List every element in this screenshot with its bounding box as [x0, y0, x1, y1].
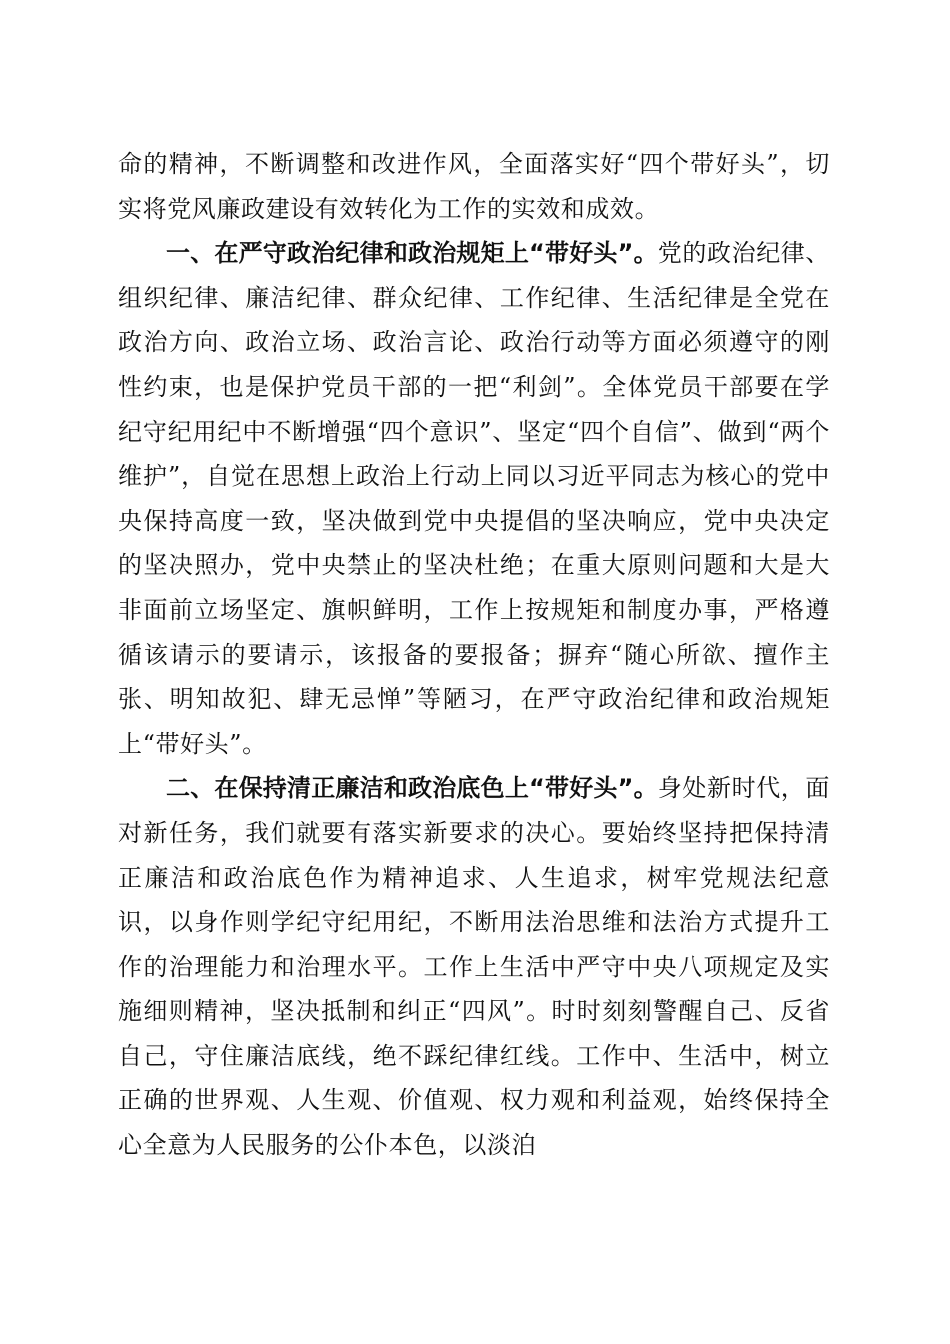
paragraph-text: 身处新时代，面对新任务，我们就要有落实新要求的决心。要始终坚持把保持清正廉洁和政治底色作为精神追求、人生追求，树牢党规法纪意识，以身作则学纪守纪用纪，不断用法治思维和法治方式提升工作的治理能力和治理水平。工作上生活中严守中央八项规定及实施细则精神，坚决抵制和纠正“四风”。时时刻刻警醒自己、反省自己，守住廉洁底线，绝不踩纪律红线。工作中、生活中，树立正确的世界观、人生观、价值观、权力观和利益观，始终保持全心全意为人民服务的公仆本色，以淡泊	[118, 774, 831, 1160]
section-heading-one: 一、在严守政治纪律和政治规矩上“带好头”。	[166, 239, 658, 268]
paragraph-continuation	[118, 142, 830, 231]
paragraph-text: 党的政治纪律、组织纪律、廉洁纪律、群众纪律、工作纪律、生活纪律是全党在政治方向、政治立场、政治言论、政治行动等方面必须遵守的刚性约束，也是保护党员干部的一把“利剑”。全体党员干部要在学纪守纪用纪中不断增强“四个意识”、坚定“四个自信”、做到“两个维护”，自觉在思想上政治上行动上同以习近平同志为核心的党中央保持高度一致，坚决做到党中央提倡的坚决响应，党中央决定的坚决照办，党中央禁止的坚决杜绝；在重大原则问题和大是大非面前立场坚定、旗帜鲜明，工作上按规矩和制度办事，严格遵循该请示的要请示，该报备的要报备；摒弃“随心所欲、擅作主张、明知故犯、肆无忌惮”等陋习，在严守政治纪律和政治规矩上“带好头”。	[118, 239, 831, 758]
paragraph-text: 命的精神，不断调整和改进作风，全面落实好“四个带好头”，切实将党风廉政建设有效转化为工作的实效和成效。	[118, 150, 830, 223]
section-heading-two: 二、在保持清正廉洁和政治底色上“带好头”。	[166, 774, 658, 803]
paragraph-section-one	[118, 231, 830, 766]
paragraph-section-two	[118, 766, 830, 1167]
document-body	[118, 142, 830, 1168]
